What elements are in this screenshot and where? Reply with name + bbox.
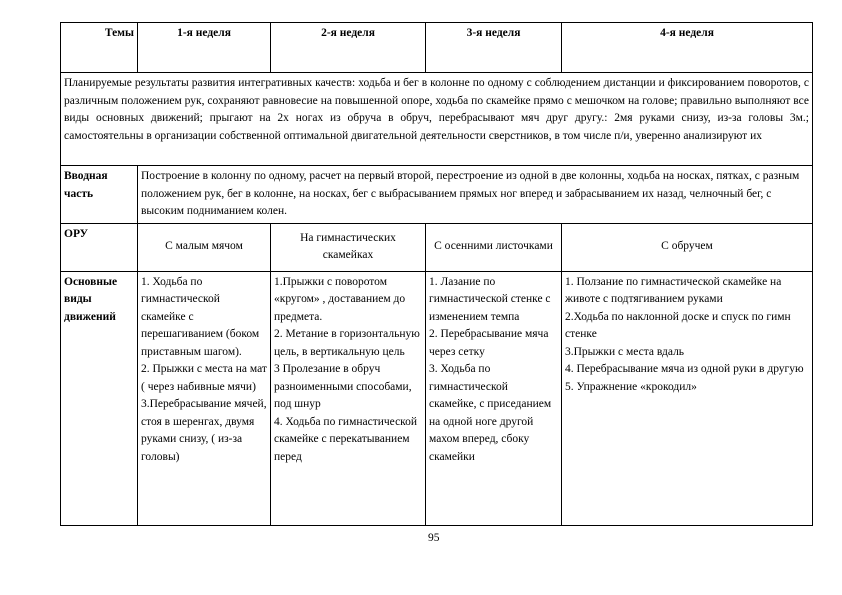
list-item: 2.Ходьба по наклонной доске и спуск по гимн стенке (565, 310, 791, 340)
week-2-header: 2-я неделя (271, 23, 426, 73)
week-4-header: 4-я неделя (562, 23, 813, 73)
planned-results-text: Планируемые результаты развития интегративных качеств: ходьба и бег в колонне по одному с соблюдением дистанции и фиксированием поворотов, с различным положением рук, сохраняют равновесие на повышенной опоре, ходьба по скамейке прямо с мешочком на голове; правильно выполняют все виды основных движений; прыгают на 2х ногах из обруча в обруч, перебрасывают мяч друг другу.: 2мя руками снизу, из-за головы 3м.; самостоятельны в организации собственной оптимальной двигательной деятельности сверстников, в том числе п/и, уверенно анализируют их (61, 73, 813, 166)
list-item: 1.Прыжки с поворотом «кругом» , доставанием до предмета. (274, 275, 406, 323)
list-item: 3.Прыжки с места вдаль (565, 345, 685, 358)
main-label: Основные виды движений (61, 271, 138, 525)
list-item: 3. Ходьба по гимнастической скамейке, с приседанием на одной ноге другой махом вперед, сбоку скамейки (429, 363, 552, 463)
list-item: 1. Лазание по гимнастической стенке с изменением темпа (429, 275, 551, 323)
week-1-header: 1-я неделя (138, 23, 271, 73)
oru-label: ОРУ (61, 223, 138, 271)
list-item: 5. Упражнение «крокодил» (565, 380, 697, 393)
intro-row (61, 166, 813, 224)
list-item: 2. Метание в горизонтальную цель, в вертикальную цель (274, 328, 420, 358)
main-week-1 (138, 271, 271, 525)
oru-week-2: На гимнастических скамейках (271, 223, 426, 271)
list-item: 2. Прыжки с места на мат ( через набивные мячи) (141, 363, 267, 393)
page-number: 95 (428, 532, 440, 544)
main-week-2 (271, 271, 426, 525)
main-week-4 (562, 271, 813, 525)
oru-week-3: С осенними листочками (426, 223, 562, 271)
list-item: 3.Перебрасывание мячей, стоя в шеренгах, двумя руками снизу, ( из-за головы) (141, 398, 267, 463)
oru-row (61, 223, 813, 271)
oru-week-4: С обручем (562, 223, 813, 271)
list-item: 4. Ходьба по гимнастической скамейке с перекатыванием перед (274, 415, 418, 463)
planned-results-row (61, 73, 813, 166)
oru-week-1: С малым мячом (138, 223, 271, 271)
intro-label: Вводная часть (61, 166, 138, 224)
main-movements-row (61, 271, 813, 525)
list-item: 2. Перебрасывание мяча через сетку (429, 328, 549, 358)
header-row (61, 23, 813, 73)
week-3-header: 3-я неделя (426, 23, 562, 73)
intro-text: Построение в колонну по одному, расчет на первый второй, перестроение из одной в две колонны, ходьба на носках, пятках, с разным положением рук, бег в колонне, на носках, бег с выбрасыванием прямых ног вперед и забрасыванием их назад, челночный бег, с высоким подниманием колен. (138, 166, 813, 224)
list-item: 1. Ползание по гимнастической скамейке на животе с подтягиванием руками (565, 275, 782, 305)
list-item: 1. Ходьба по гимнастической скамейке с перешагиванием (боком приставным шагом). (141, 275, 260, 358)
list-item: 4. Перебрасывание мяча из одной руки в другую (565, 363, 804, 375)
list-item: 3 Пролезание в обруч разноименными способами, под шнур (274, 363, 412, 410)
themes-header: Темы (61, 23, 138, 73)
main-week-3 (426, 271, 562, 525)
weekly-plan-table (60, 22, 813, 526)
